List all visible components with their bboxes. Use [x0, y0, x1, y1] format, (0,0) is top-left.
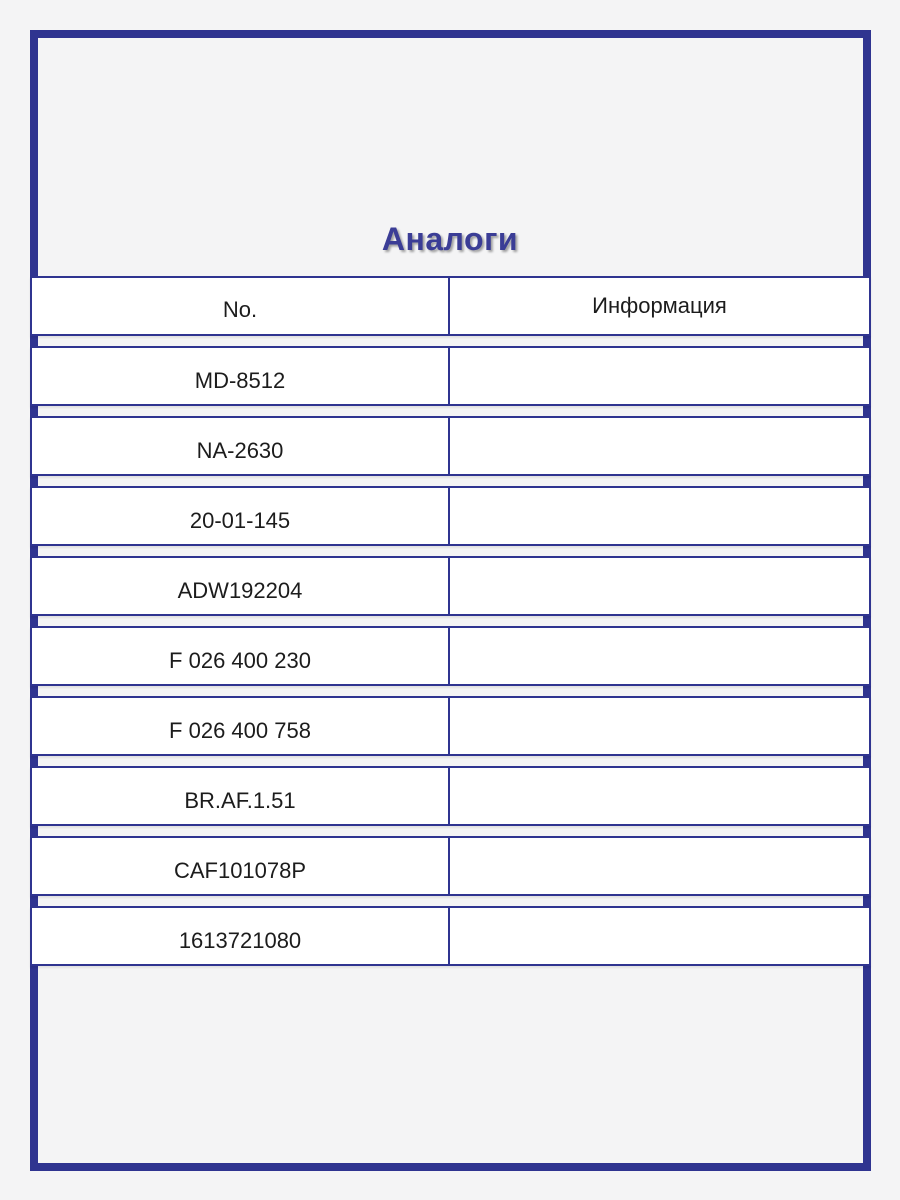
table-row	[30, 836, 871, 896]
page-title: Аналоги	[381, 221, 519, 257]
table-row	[30, 906, 871, 966]
number-cell	[30, 628, 450, 684]
table-row	[30, 346, 871, 406]
number-cell	[30, 768, 450, 824]
header-number-cell	[30, 278, 450, 334]
table-row	[30, 766, 871, 826]
info-cell	[450, 838, 871, 894]
info-cell	[450, 698, 871, 754]
table-row	[30, 486, 871, 546]
info-cell	[450, 348, 871, 404]
number-cell	[30, 558, 450, 614]
number-cell	[30, 418, 450, 474]
number-value: 1613721080	[178, 928, 302, 953]
info-cell	[450, 908, 871, 964]
header-number-label: No.	[222, 297, 258, 322]
number-value: ADW192204	[177, 578, 303, 603]
number-cell	[30, 908, 450, 964]
header-info-label: Информация	[592, 293, 727, 318]
number-cell	[30, 348, 450, 404]
info-cell	[450, 628, 871, 684]
number-value: MD-8512	[194, 368, 286, 393]
number-cell	[30, 488, 450, 544]
table-row	[30, 626, 871, 686]
number-cell	[30, 698, 450, 754]
number-value: 20-01-145	[189, 508, 291, 533]
number-value: F 026 400 230	[169, 648, 311, 673]
number-value: CAF101078P	[173, 858, 307, 883]
info-cell	[450, 418, 871, 474]
number-value: F 026 400 758	[169, 718, 311, 743]
table-header-row	[30, 276, 871, 336]
number-value: BR.AF.1.51	[184, 788, 296, 813]
table-row	[30, 416, 871, 476]
table-row	[30, 696, 871, 756]
table-row	[30, 556, 871, 616]
number-cell	[30, 838, 450, 894]
info-cell	[450, 558, 871, 614]
info-cell	[450, 768, 871, 824]
number-value: NA-2630	[196, 438, 284, 463]
info-cell	[450, 488, 871, 544]
header-info-cell	[450, 278, 871, 334]
